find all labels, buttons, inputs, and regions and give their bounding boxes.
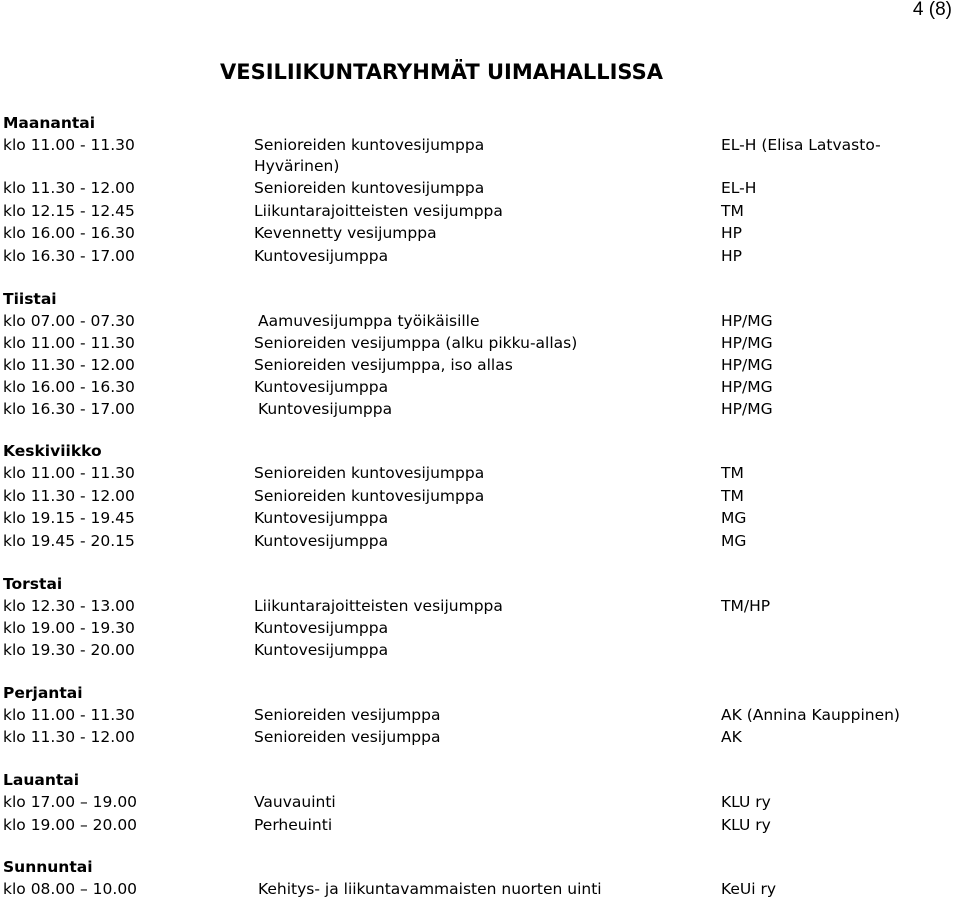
leader-cell: TM/HP xyxy=(721,597,771,615)
page-title: VESILIIKUNTARYHMÄT UIMAHALLISSA xyxy=(220,60,663,84)
schedule-row xyxy=(0,310,960,332)
time-cell: klo 16.00 - 16.30 xyxy=(3,378,135,396)
leader-cell: MG xyxy=(721,532,747,550)
activity-cell: Perheuinti xyxy=(254,816,333,834)
activity-cell: Liikuntarajoitteisten vesijumppa xyxy=(254,202,503,220)
activity-cell: Senioreiden kuntovesijumppa xyxy=(254,179,485,197)
schedule-row xyxy=(0,134,960,156)
leader-cell: AK xyxy=(721,728,742,746)
time-cell: klo 19.45 - 20.15 xyxy=(3,532,135,550)
time-cell: klo 11.30 - 12.00 xyxy=(3,356,135,374)
activity-cell: Kevennetty vesijumppa xyxy=(254,224,437,242)
activity-cell: Senioreiden kuntovesijumppa xyxy=(254,136,485,154)
time-cell: klo 11.30 - 12.00 xyxy=(3,487,135,505)
time-cell: klo 07.00 - 07.30 xyxy=(3,312,135,330)
schedule-row xyxy=(0,791,960,813)
leader-cell: HP xyxy=(721,224,743,242)
day-heading-keskiviikko: Keskiviikko xyxy=(3,442,102,460)
time-cell: klo 11.00 - 11.30 xyxy=(3,464,135,482)
leader-cell: HP/MG xyxy=(721,400,773,418)
schedule-row xyxy=(0,332,960,354)
time-cell: klo 19.00 – 20.00 xyxy=(3,816,138,834)
time-cell: klo 11.00 - 11.30 xyxy=(3,136,135,154)
activity-cell: Kuntovesijumppa xyxy=(254,509,389,527)
time-cell: klo 12.30 - 13.00 xyxy=(3,597,135,615)
activity-cell: Vauvauinti xyxy=(254,793,336,811)
schedule-row xyxy=(0,617,960,639)
schedule-row xyxy=(0,704,960,726)
schedule-row xyxy=(0,177,960,199)
day-heading-lauantai: Lauantai xyxy=(3,771,80,789)
time-cell: klo 11.00 - 11.30 xyxy=(3,706,135,724)
time-cell: klo 16.30 - 17.00 xyxy=(3,247,135,265)
activity-cell: Kehitys- ja liikuntavammaisten nuorten uinti xyxy=(258,880,602,898)
activity-cell: Senioreiden kuntovesijumppa xyxy=(254,464,485,482)
time-cell: klo 08.00 – 10.00 xyxy=(3,880,138,898)
activity-cell: Kuntovesijumppa xyxy=(254,619,389,637)
schedule-row xyxy=(0,507,960,529)
schedule-row xyxy=(0,245,960,267)
time-cell: klo 11.30 - 12.00 xyxy=(3,179,135,197)
time-cell: klo 16.00 - 16.30 xyxy=(3,224,135,242)
time-cell: klo 11.30 - 12.00 xyxy=(3,728,135,746)
leader-cell: HP/MG xyxy=(721,334,773,352)
day-heading-perjantai: Perjantai xyxy=(3,684,83,702)
leader-cell: MG xyxy=(721,509,747,527)
activity-cell: Kuntovesijumppa xyxy=(258,400,393,418)
leader-cell: HP xyxy=(721,247,743,265)
leader-cell: HP/MG xyxy=(721,312,773,330)
leader-cell: TM xyxy=(721,202,744,220)
time-cell: klo 16.30 - 17.00 xyxy=(3,400,135,418)
activity-cell: Kuntovesijumppa xyxy=(254,532,389,550)
schedule-row xyxy=(0,726,960,748)
leader-cell-continuation: Hyvärinen) xyxy=(254,157,340,175)
leader-cell: KeUi ry xyxy=(721,880,777,898)
activity-cell: Aamuvesijumppa työikäisille xyxy=(258,312,480,330)
schedule-row xyxy=(0,200,960,222)
leader-cell: AK (Annina Kauppinen) xyxy=(721,706,900,724)
day-heading-tiistai: Tiistai xyxy=(3,290,57,308)
schedule-row xyxy=(0,595,960,617)
schedule-row xyxy=(0,814,960,836)
time-cell: klo 17.00 – 19.00 xyxy=(3,793,138,811)
schedule-row xyxy=(0,354,960,376)
schedule-row xyxy=(0,530,960,552)
activity-cell: Kuntovesijumppa xyxy=(254,247,389,265)
activity-cell: Senioreiden vesijumppa, iso allas xyxy=(254,356,513,374)
activity-cell: Senioreiden vesijumppa (alku pikku-allas) xyxy=(254,334,578,352)
leader-cell: TM xyxy=(721,464,744,482)
schedule-row xyxy=(0,462,960,484)
time-cell: klo 19.30 - 20.00 xyxy=(3,641,135,659)
leader-cell: TM xyxy=(721,487,744,505)
day-heading-torstai: Torstai xyxy=(3,575,63,593)
activity-cell: Kuntovesijumppa xyxy=(254,378,389,396)
leader-cell: EL-H xyxy=(721,179,757,197)
leader-cell: HP/MG xyxy=(721,378,773,396)
time-cell: klo 12.15 - 12.45 xyxy=(3,202,135,220)
leader-cell: KLU ry xyxy=(721,816,771,834)
activity-cell: Liikuntarajoitteisten vesijumppa xyxy=(254,597,503,615)
time-cell: klo 19.15 - 19.45 xyxy=(3,509,135,527)
activity-cell: Senioreiden vesijumppa xyxy=(254,706,441,724)
schedule-row xyxy=(0,222,960,244)
activity-cell: Kuntovesijumppa xyxy=(254,641,389,659)
schedule-row xyxy=(0,878,960,900)
schedule-row xyxy=(0,485,960,507)
page-number: 4 (8) xyxy=(912,0,952,20)
day-heading-sunnuntai: Sunnuntai xyxy=(3,858,93,876)
time-cell: klo 19.00 - 19.30 xyxy=(3,619,135,637)
leader-cell: KLU ry xyxy=(721,793,771,811)
schedule-row xyxy=(0,398,960,420)
activity-cell: Senioreiden kuntovesijumppa xyxy=(254,487,485,505)
leader-cell: HP/MG xyxy=(721,356,773,374)
schedule-row-continuation xyxy=(0,155,960,177)
time-cell: klo 11.00 - 11.30 xyxy=(3,334,135,352)
day-heading-maanantai: Maanantai xyxy=(3,114,96,132)
schedule-row xyxy=(0,376,960,398)
leader-cell: EL-H (Elisa Latvasto- xyxy=(721,136,881,154)
schedule-row xyxy=(0,639,960,661)
activity-cell: Senioreiden vesijumppa xyxy=(254,728,441,746)
